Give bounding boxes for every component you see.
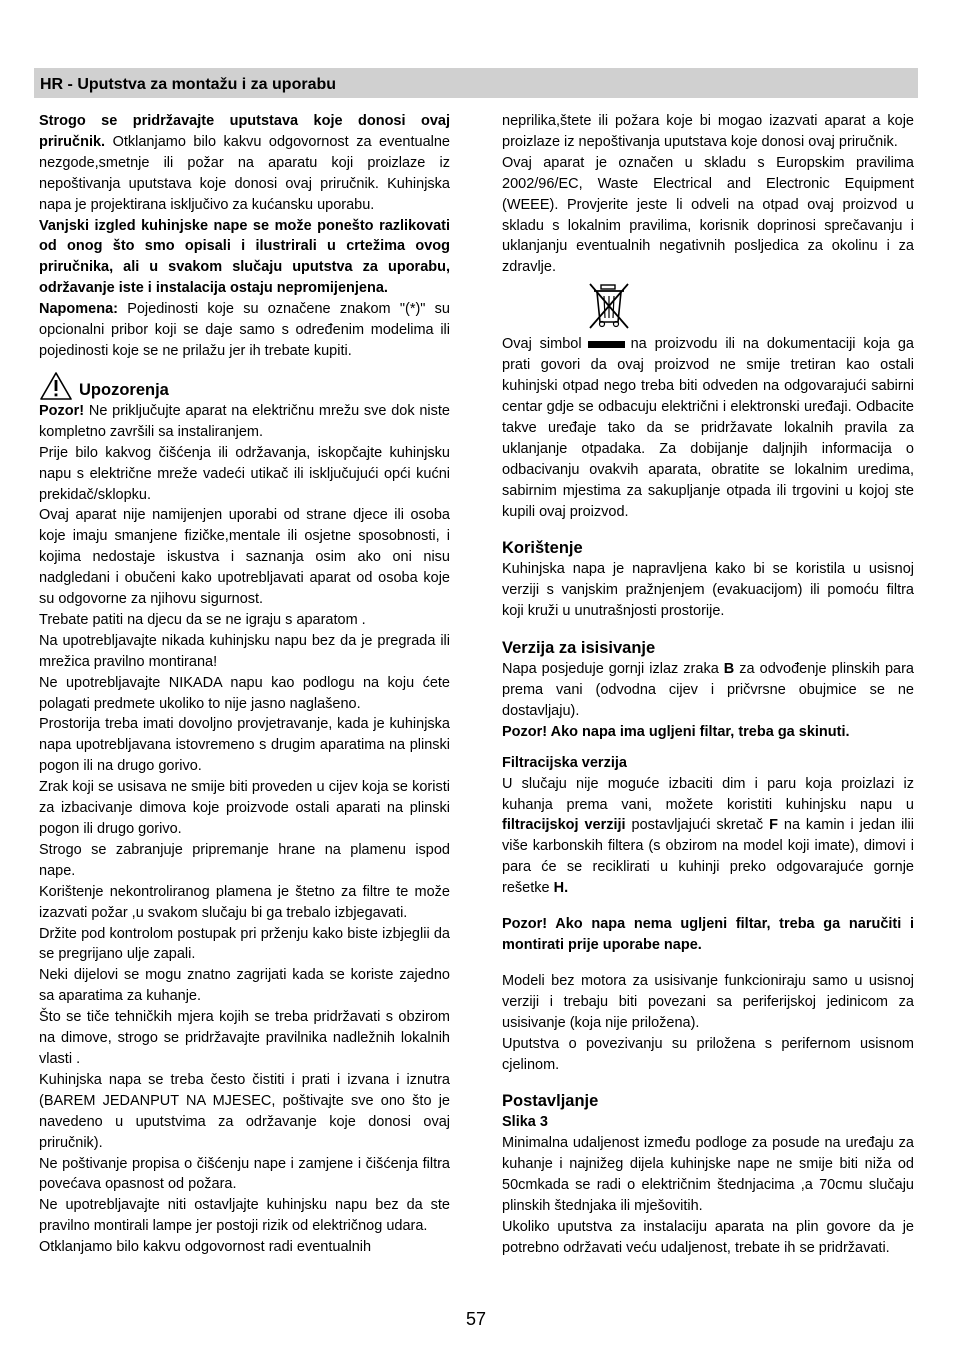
install-title: Postavljanje [502, 1092, 599, 1111]
install-figure-ref: Slika 3 [502, 1114, 548, 1131]
warning-paragraph: Ne upotrebljavajte NIKADA napu kao podlogu na koju ćete polagati predmete ukoliko to nije jasno naglašeno. [39, 674, 450, 712]
warning-paragraph: Kuhinjska napa se treba često čistiti i prati i izvana i iznutra (BAREM JEDANPUT NA MJESEC, poštivajte sve ono što je navedeno u uputstvima za održavanje koje donosi ovaj priručnik). [39, 1071, 450, 1151]
black-bar-symbol-icon [588, 341, 625, 348]
install-paragraph-2: Ukoliko uputstva za instalaciju aparata na plin govore da je potrebno održavati veću udaljenost, trebate ih se pridržavati. [502, 1218, 914, 1256]
warning-paragraph: Prije bilo kakvog čišćenja ili održavanja, iskopčajte kuhinjsku napu s električne mreže vadeći utikač ili isključujući opći kućni prekidač/sklopku. [39, 444, 450, 503]
motorless-paragraph: Modeli bez motora za usisivanje funkcioniraju samo u usisnoj verziji i trebaju biti povezani sa periferijskoj jedinicom za usisivanje (koja nije priložena). [502, 972, 914, 1031]
warning-paragraph: Ne poštivanje propisa o čišćenju nape i zamjene i čišćenja filtra povećava opasnost od požara. [39, 1155, 450, 1193]
left-column [39, 111, 450, 1258]
appearance-notice: Vanjski izgled kuhinjske nape se može ponešto razlikovati od onog što smo opisali i ilustrirali u crtežima ovog priručnika, ali u svakom slučaju uputstva za uporabu, održavanje iste i instalacija ostaju nepromijenjena. [39, 217, 450, 297]
warning-paragraph: Ovaj aparat nije namijenjen uporabi od strane djece ili osoba koje imaju smanjene fizičke,mentale ili osjetne sposobnosti, i kojima nedostaje iskustva i saznanja osim ako oni nisu nadgledani i obučeni kako upotrebljavati aparat od osoba koje su odgovorne za njihovu sigurnost. [39, 507, 450, 608]
weee-symbol-row [502, 282, 914, 334]
warning-paragraph: Strogo se zabranjuje pripremanje hrane na plamenu ispod nape. [39, 841, 450, 879]
suction-paragraph: Napa posjeduje gornji izlaz zraka B za odvođenje plinskih para prema vani (odvodna cijev i pričvrsne obujmice se ne dostavljaju). [502, 661, 914, 719]
section-title: HR - Uputstva za montažu i za uporabu [40, 76, 337, 93]
warnings-heading-row [39, 371, 450, 401]
use-paragraph: Kuhinjska napa je napravljena kako bi se koristila u usisnoj verziji s vanjskim pražnjenjem (evakuacijom) ili pomoću filtra koji kruži u unutrašnjosti prostorije. [502, 561, 914, 620]
warning-paragraph: Otklanjamo bilo kakvu odgovornost radi eventualnih [39, 1239, 372, 1256]
page-number: 57 [465, 1309, 487, 1329]
right-column [502, 111, 914, 1259]
warning-paragraph: Što se tiče tehničkih mjera kojih se treba pridržavati s obzirom na dimove, strogo se pridržavajte pravilnika nadležnih lokalnih vlasti . [39, 1009, 450, 1067]
warning-paragraph: Prostorija treba imati dovoljno provjetravanje, kada je kuhinjska napa upotrebljavana istovremeno s drugim aparatima na plinski pogon ili na drugo gorivo. [39, 716, 450, 775]
warning-paragraph: Držite pod kontrolom postupak pri prženju kako biste izbjeglii da se pregrijano ulje zapali. [39, 925, 450, 963]
use-title: Korištenje [502, 539, 583, 558]
install-paragraph: Minimalna udaljenost između podloge za posude na uređaju za kuhanje i najnižeg dijela kuhinjske nape ne smije biti niža od 50cmkada se radi o električnim štednjacima ,a 70cmu slučaju plinskih štednjaka ili mješovitih. [502, 1135, 914, 1215]
suction-warning: Pozor! Ako napa ima ugljeni filtar, treba ga skinuti. [502, 723, 850, 740]
motorless-paragraph-2: Uputstva o povezivanju su priložena s perifernom usisnom cjelinom. [502, 1035, 914, 1073]
warning-paragraph: Neki dijelovi se mogu znatno zagrijati kada se koriste zajedno sa aparatima za kuhanje. [39, 967, 450, 1005]
suction-title: Verzija za isisivanje [502, 639, 656, 658]
filter-warning: Pozor! Ako napa nema ugljeni filtar, treba ga naručiti i montirati prije uporabe nape. [502, 916, 914, 953]
symbol-paragraph: Ovaj simbol na proizvodu ili na dokumentaciji koja ga prati govori da ovaj proizvod ne smije tretiran kao ostali kuhinjski otpad nego treba biti odveden na odgovarajući sabirni centar gdje se odbacuju električni i elektronski uređaji. Odbacite takve uređaje tako da se pridržavate lokalnih pravila za uklanjanje otpadaka. Za dobijanje daljnjih informacija o odbacivanju ovakvih aparata, obratite se lokalnim uredima, sabirnim mjestima za sakupljanje otpada ili trgovini u kojoj ste kupili ovaj proizvod. [502, 336, 914, 520]
note-paragraph: Napomena: Pojedinosti koje su označene znakom "(*)" su opcionalni pribor koji se daje samo s određenim modelima ili pojedinosti koje se ne prilažu jer ih trebate kupiti. [39, 301, 450, 359]
weee-paragraph: Ovaj aparat je označen u skladu s Europskim pravilima 2002/96/EC, Waste Electrical and Electronic Equipment (WEEE). Provjerite jeste li odveli na otpad ovaj proizvod u skladu s lokalnim pravilima, korisnik doprinosi sprečavanju i uklanjanju eventualnih negativnih posljedica za okolinu i za zdravlje. [502, 154, 914, 276]
continued-paragraph: neprilika,štete ili požara koje bi mogao izazvati aparat a koje proizlaze iz nepoštivanja uputstava koje donosi ovaj priručnik. [502, 113, 914, 150]
warning-paragraph: Zrak koji se usisava ne smije biti proveden u cijev koja se koristi za izbacivanje dimova koje proizvode ostali aparati na plinski pogon ili drugo gorivo. [39, 779, 450, 837]
warning-triangle-icon [39, 371, 73, 401]
intro-paragraph: Strogo se pridržavajte uputstava koje donosi ovaj priručnik. Otklanjamo bilo kakvu odgovornost za eventualne nezgode,smetnje ili požar na aparatu koji proizlaze iz nepoštivanja uputstava koje donosi ovaj priručnik. Kuhinjska napa je projektirana isključivo za kućansku uporabu. [39, 113, 450, 213]
warning-paragraph: Pozor! Ne priključujte aparat na električnu mrežu sve dok niste kompletno završili sa instaliranjem. [39, 402, 450, 440]
warnings-title: Upozorenja [79, 380, 169, 399]
warning-paragraph: Na upotrebljavajte nikada kuhinjsku napu bez da je pregrada ili mrežica pravilno montirana! [39, 632, 450, 670]
section-header [34, 68, 918, 98]
warning-paragraph: Ne upotrebljavajte niti ostavljajte kuhinjsku napu bez da ste pravilno montirali lampe jer postoji rizik od električnog udara. [39, 1197, 450, 1235]
warning-paragraph: Trebate patiti na djecu da se ne igraju s aparatom . [39, 611, 366, 628]
warning-paragraph: Korištenje nekontroliranog plamena je štetno za filtre te može izazvati požar ,u svakom slučaju bi ga trebalo izbjegavati. [39, 883, 450, 921]
filter-paragraph: U slučaju nije moguće izbaciti dim i paru koja proizlazi iz kuhanja prema vani, možete koristiti kuhinjsku napu u filtracijskoj verziji postavljajući skretač F na kamin i jedan ilii više karbonskih filtera (s obzirom na model koji imate), dimovi i para će se reciklirati u kuhinji preko odgovarajuće gornje rešetke H. [502, 775, 914, 897]
crossed-bin-icon [586, 282, 632, 330]
filter-title: Filtracijska verzija [502, 754, 627, 771]
